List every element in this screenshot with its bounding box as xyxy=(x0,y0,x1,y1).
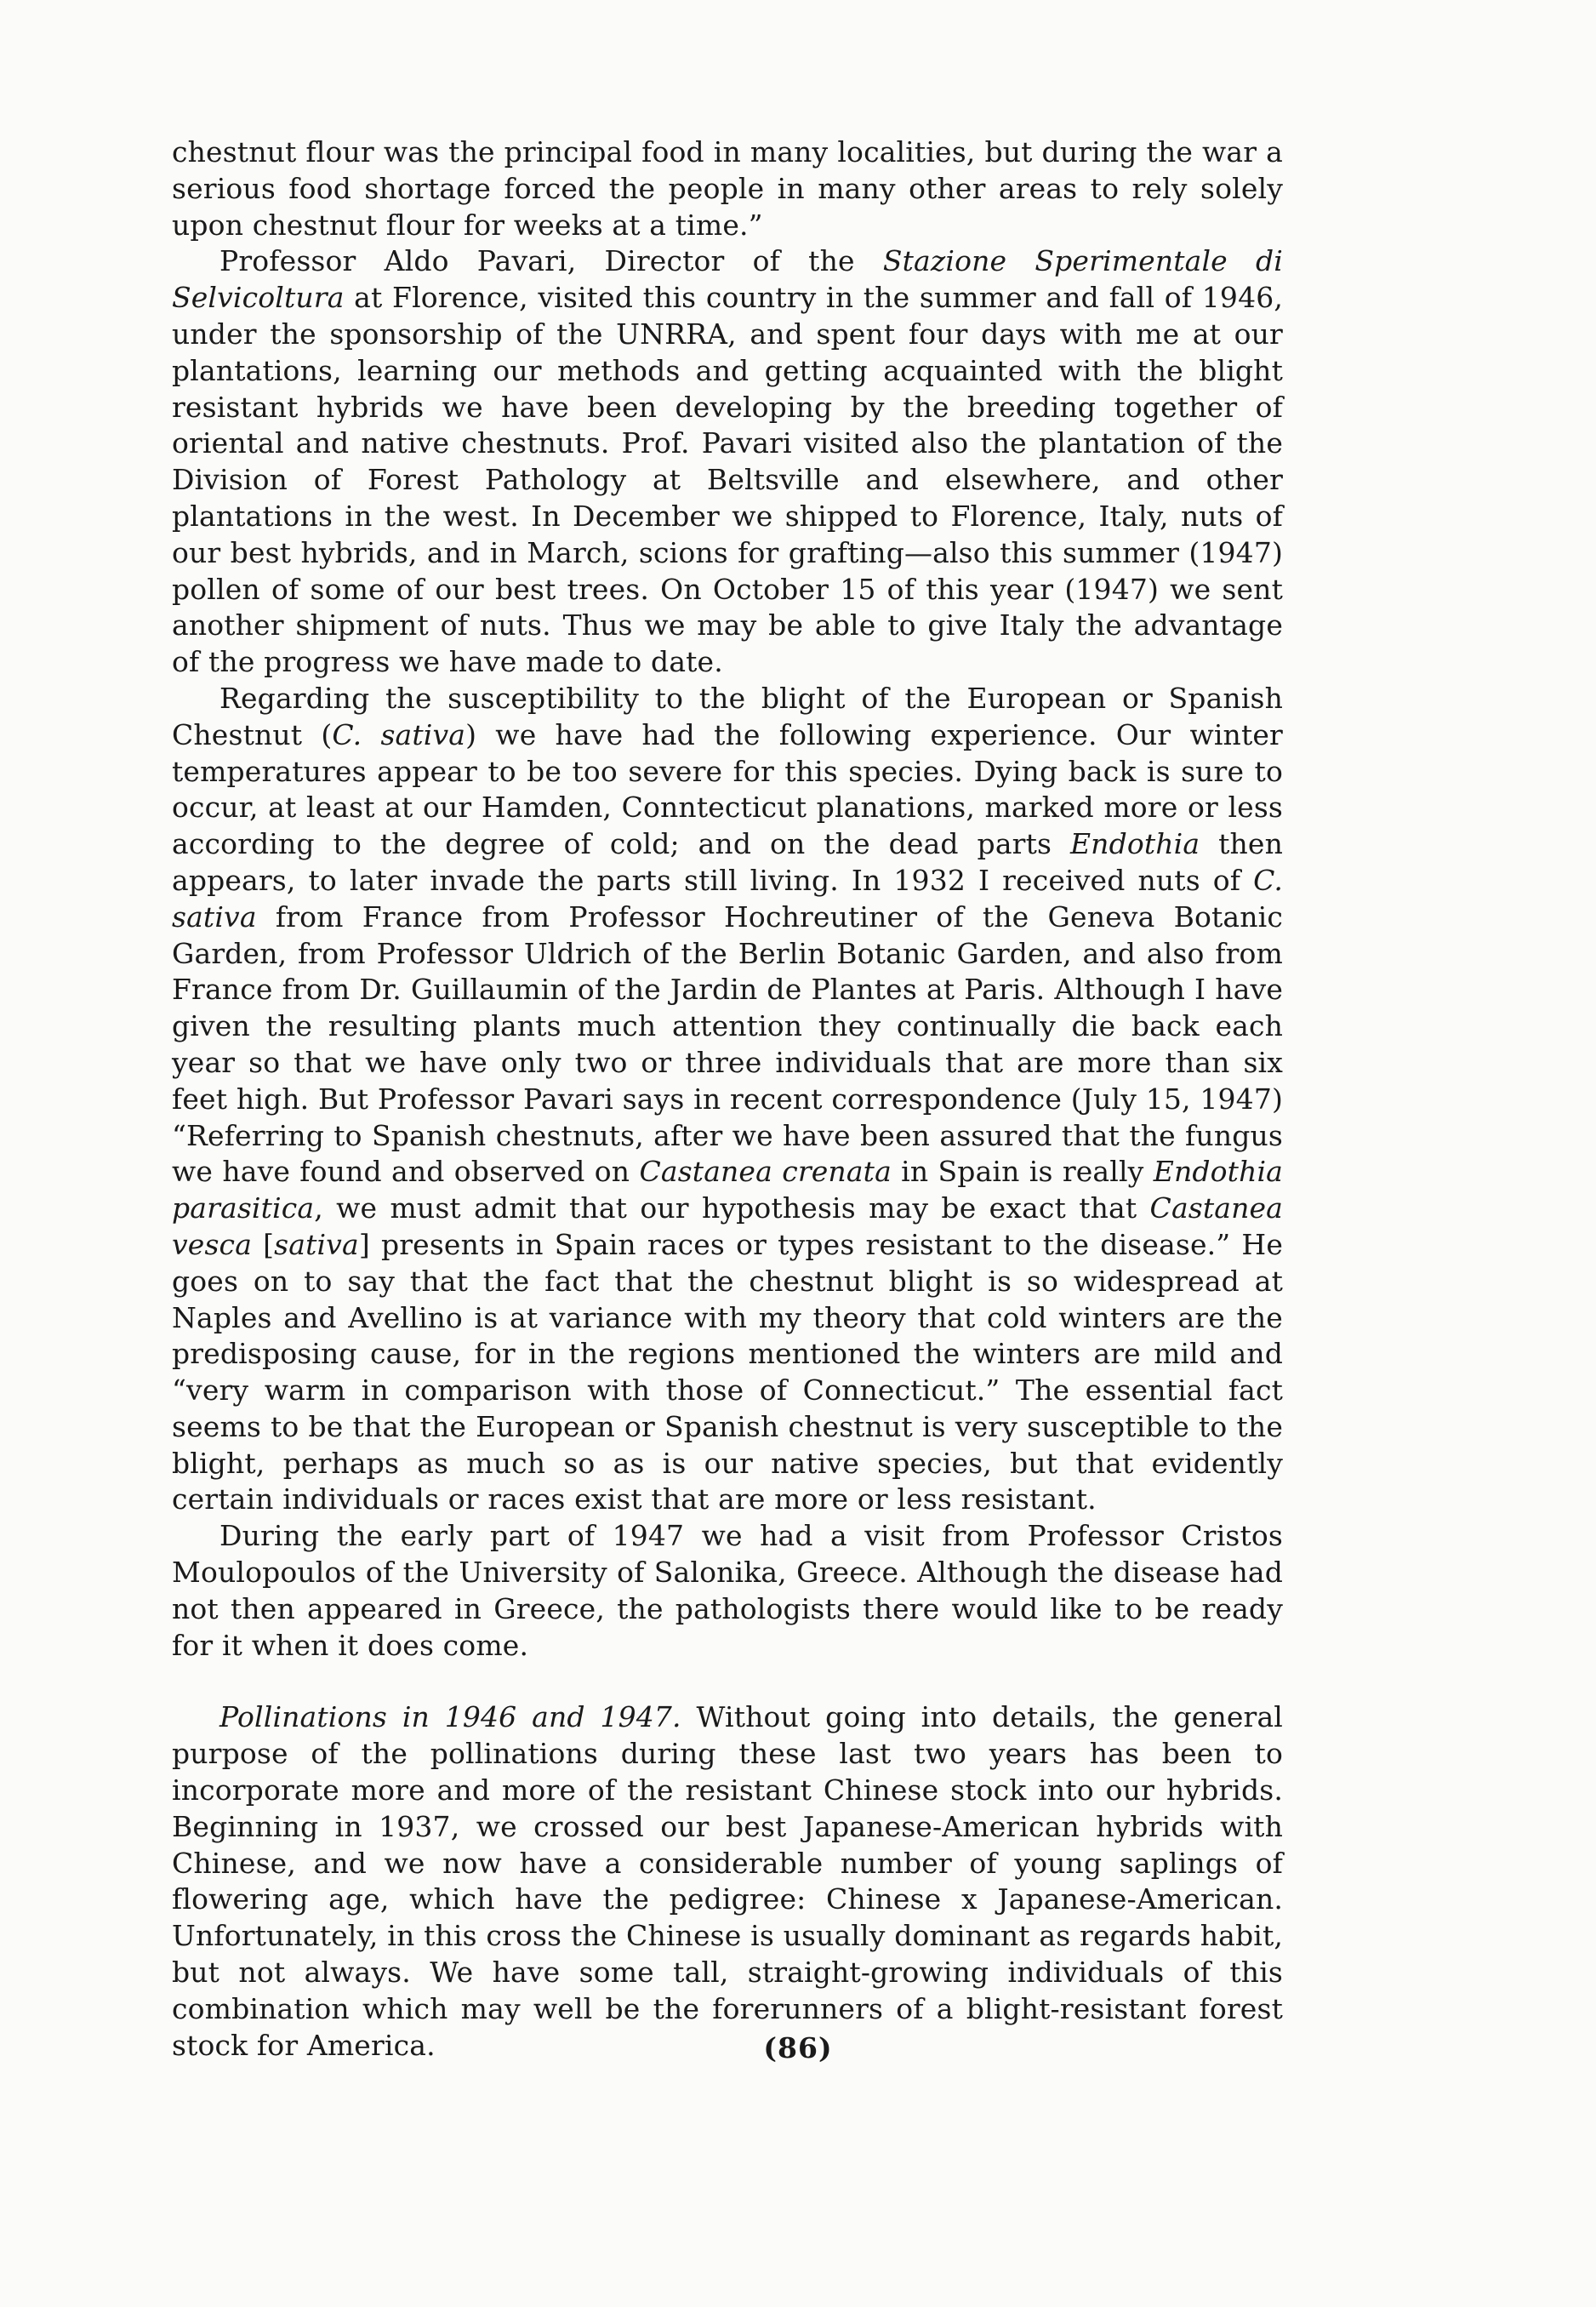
paragraph xyxy=(172,134,1283,243)
text-run: chestnut flour was the principal food in many localities, but during the war a serious food shortage forced the people in many other areas to rely solely upon chestnut flour for weeks at a time.” xyxy=(172,135,1283,242)
paragraph xyxy=(172,681,1283,1518)
text-run: ] presents in Spain races or types resistant to the disease.” He goes on to say that the fact that the chestnut blight is so widespread at Naples and Avellino is at variance with my theory that cold winters are the predisposing cause, for in the regions mentioned the winters are mild and “very warm in comparison with those of Connecticut.” The essential fact seems to be that the European or Spanish chestnut is very susceptible to the blight, perhaps as much so as is our native species, but that evidently certain individuals or races exist that are more or less resistant. xyxy=(172,1227,1283,1516)
paragraph xyxy=(172,1518,1283,1664)
text-run: ) we have had the following experience. Our winter temperatures appear to be too severe for this species. Dying back is sure to occur, at least at our Hamden, Conntecticut planations, marked more or less according to the degree of cold; and on the dead parts xyxy=(172,717,1283,861)
text-run: [ xyxy=(252,1227,275,1261)
italic-run: Castanea crenata xyxy=(639,1155,892,1189)
paragraph-pollinations xyxy=(172,1699,1283,2064)
text-run: then appears, to later invade the parts still living. In 1932 I received nuts of xyxy=(172,827,1283,897)
text-run: During the early part of 1947 we had a visit from Professor Cristos Moulopoulos of the University of Salonika, Greece. Although the disease had not then appeared in Greece, the pathologists there would like to be ready for it when it does come. xyxy=(172,1519,1283,1662)
italic-run: C. sativa xyxy=(332,717,466,751)
italic-run: Stazione Sperimentale di Selvicoltura xyxy=(172,244,1283,315)
italic-run: C. sativa xyxy=(172,863,1283,934)
paragraph xyxy=(172,243,1283,681)
text-run: Regarding the susceptibility to the blight of the European or Spanish Chestnut ( xyxy=(172,681,1283,751)
text-run: , we must admit that our hypothesis may be exact that xyxy=(314,1191,1150,1225)
text-run: at Florence, visited this country in the summer and fall of 1946, under the sponsorship of the UNRRA, and spent four days with me at our plantations, learning our methods and getting acquainted with the blight resistant hybrids we have been developing by the breeding together of oriental and native chestnuts. Prof. Pavari visited also the plantation of the Division of Forest Pathology at Beltsville and elsewhere, and other plantations in the west. In December we shipped to Florence, Italy, nuts of our best hybrids, and in March, scions for grafting—also this summer (1947) pollen of some of our best trees. On October 15 of this year (1947) we sent another shipment of nuts. Thus we may be able to give Italy the advantage of the progress we have made to date. xyxy=(172,281,1283,679)
italic-run: Endothia xyxy=(1069,827,1200,861)
page-number: (86) xyxy=(763,2031,833,2064)
text-run: Professor Aldo Pavari, Director of the xyxy=(219,244,883,278)
italic-run: Pollinations in 1946 and 1947. xyxy=(219,1700,681,1734)
italic-run: Endothia parasitica xyxy=(172,1155,1283,1225)
text-run: in Spain is really xyxy=(891,1155,1154,1189)
text-run: Without going into details, the general purpose of the pollinations during these last two years has been to incorporate more and more of the resistant Chinese stock into our hybrids. Beginning in 1937, we crossed our best Japanese-American hybrids with Chinese, and we now have a considerable number of young saplings of flowering age, which have the pedigree: Chinese x Japanese-American. Unfortunately, in this cross the Chinese is usually dominant as regards habit, but not always. We have some tall, straight-growing individuals of this combination which may well be the forerunners of a blight-resistant forest stock for America. xyxy=(172,1700,1283,2062)
italic-run: sativa xyxy=(274,1227,359,1261)
text-run: from France from Professor Hochreutiner of the Geneva Botanic Garden, from Professor Uldrich of the Berlin Botanic Garden, and also from France from Dr. Guillaumin of the Jardin de Plantes at Paris. Although I have given the resulting plants much attention they continually die back each year so that we have only two or three individuals that are more than six feet high. But Professor Pavari says in recent correspondence (July 15, 1947) “Referring to Spanish chestnuts, after we have been assured that the fungus we have found and observed on xyxy=(172,899,1283,1189)
body-text xyxy=(172,134,1283,2064)
italic-run: Castanea vesca xyxy=(172,1191,1283,1261)
